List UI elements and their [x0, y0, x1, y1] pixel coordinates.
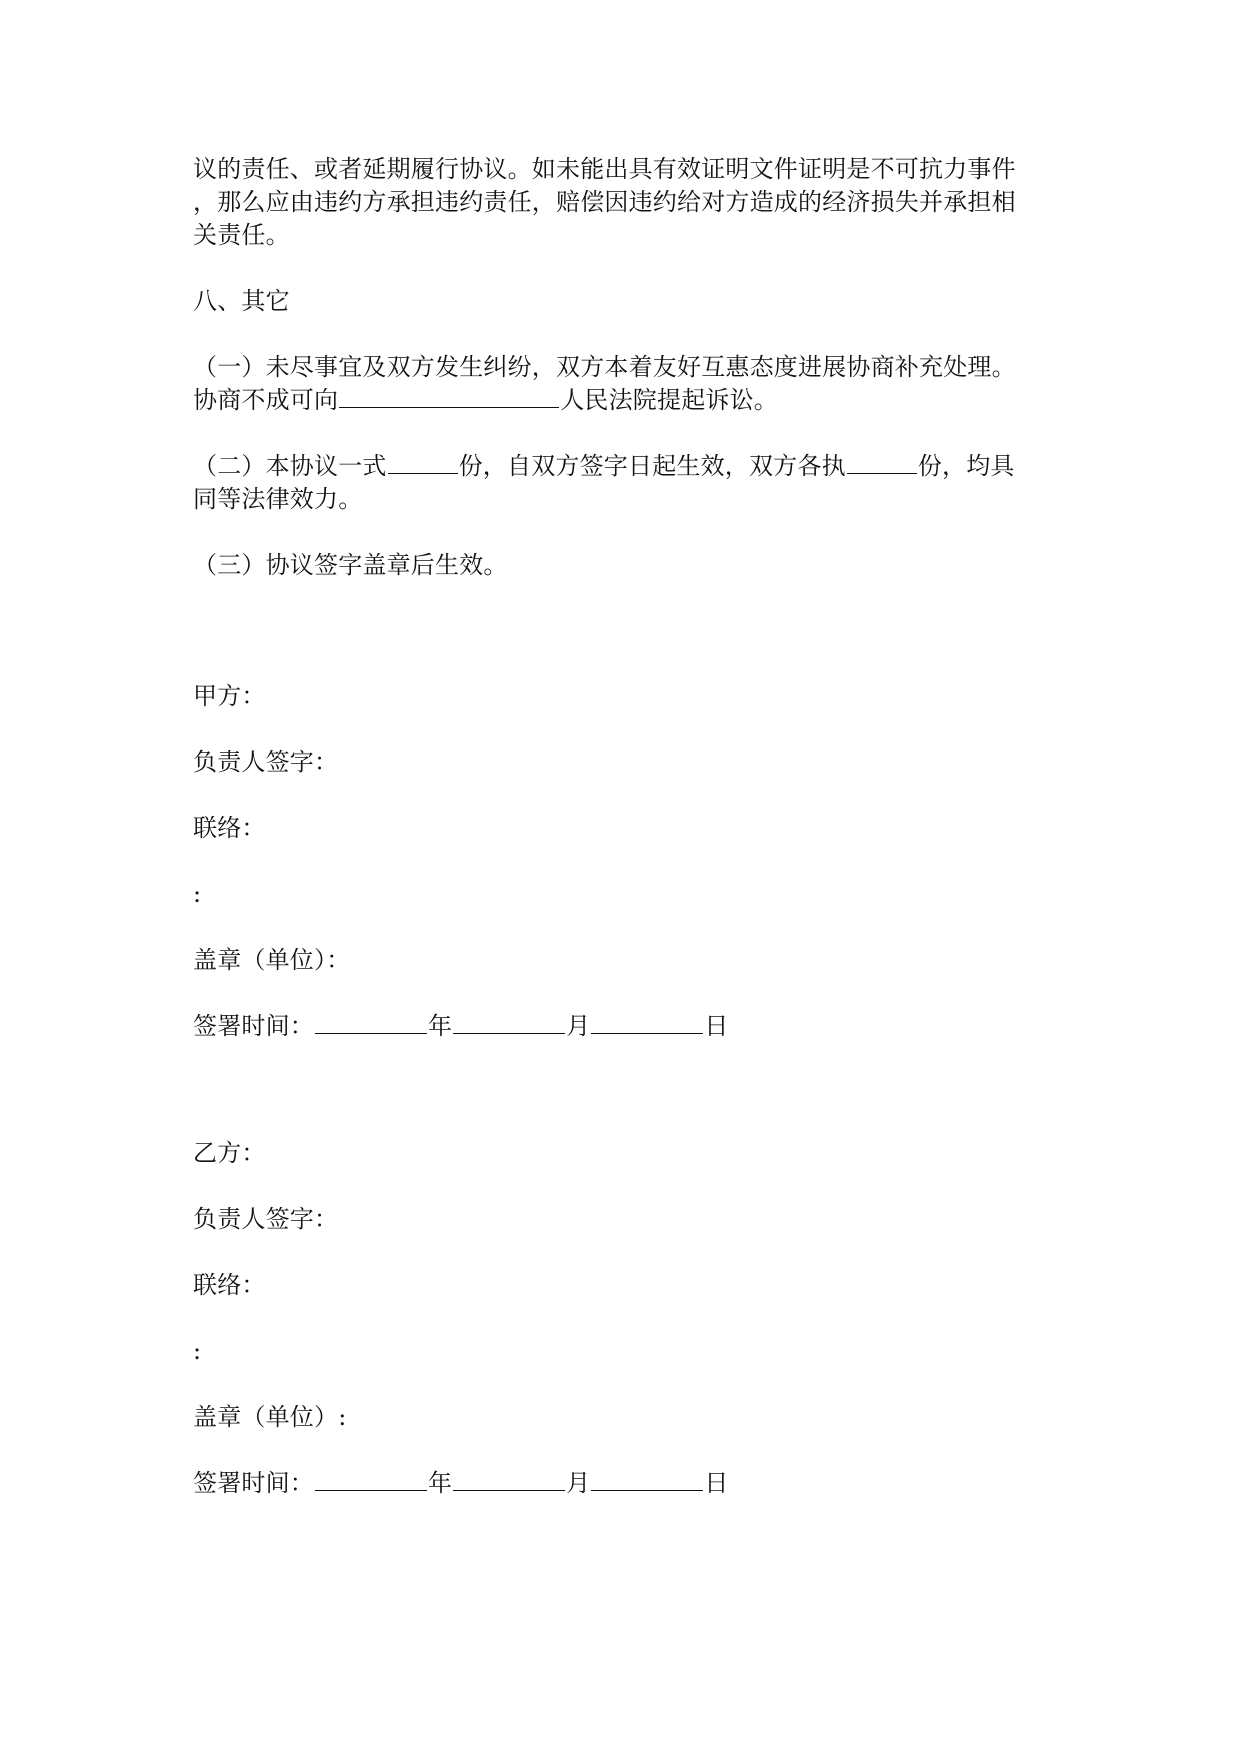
paragraph-line: （一）未尽事宜及双方发生纠纷，双方本着友好互惠态度进展协商补充处理。: [193, 353, 1016, 381]
copies-total-blank: [388, 451, 458, 474]
text-segment: （二）本协议一式: [193, 452, 387, 480]
party-b-seal-label: 盖章（单位）:: [193, 1403, 347, 1431]
party-b-date-line: [193, 1467, 729, 1499]
party-b-contact-label: 联络：: [193, 1271, 266, 1299]
text-segment: 人民法院提起诉讼。: [560, 386, 779, 414]
section-heading: 八、其它: [193, 287, 290, 315]
paragraph-line: 关责任。: [193, 221, 290, 249]
party-b-signer-label: 负责人签字：: [193, 1205, 339, 1233]
year-label: 年: [428, 1012, 453, 1040]
year-label: 年: [428, 1469, 453, 1497]
day-blank: [591, 1011, 703, 1034]
text-segment: 份，自双方签字日起生效，双方各执: [458, 452, 846, 480]
party-b-colon-line: :: [193, 1337, 202, 1365]
month-blank: [453, 1468, 565, 1491]
paragraph-line: （三）协议签字盖章后生效。: [193, 551, 508, 579]
text-segment: 协商不成可向: [193, 386, 339, 414]
party-b-label: 乙方：: [193, 1139, 266, 1167]
party-a-date-line: [193, 1010, 729, 1042]
day-label: 日: [704, 1012, 729, 1040]
month-label: 月: [566, 1469, 591, 1497]
paragraph-line: ，那么应由违约方承担违约责任，赔偿因违约给对方造成的经济损失并承担相: [193, 188, 1016, 216]
month-blank: [453, 1011, 565, 1034]
party-a-contact-label: 联络：: [193, 814, 266, 842]
month-label: 月: [566, 1012, 591, 1040]
paragraph-line: 议的责任、或者延期履行协议。如未能出具有效证明文件证明是不可抗力事件: [193, 155, 1016, 183]
party-a-seal-label: 盖章（单位）：: [193, 946, 351, 974]
court-blank: [339, 385, 559, 408]
paragraph-line: 同等法律效力。: [193, 485, 363, 513]
party-a-label: 甲方：: [193, 682, 266, 710]
party-a-colon-line: :: [193, 880, 202, 908]
paragraph-line: [193, 450, 1015, 482]
day-label: 日: [704, 1469, 729, 1497]
date-label: 签署时间：: [193, 1012, 314, 1040]
paragraph-line: [193, 384, 778, 416]
party-a-signer-label: 负责人签字：: [193, 748, 339, 776]
year-blank: [315, 1011, 427, 1034]
year-blank: [315, 1468, 427, 1491]
text-segment: 份，均具: [917, 452, 1015, 480]
day-blank: [591, 1468, 703, 1491]
copies-each-blank: [847, 451, 917, 474]
date-label: 签署时间：: [193, 1469, 314, 1497]
